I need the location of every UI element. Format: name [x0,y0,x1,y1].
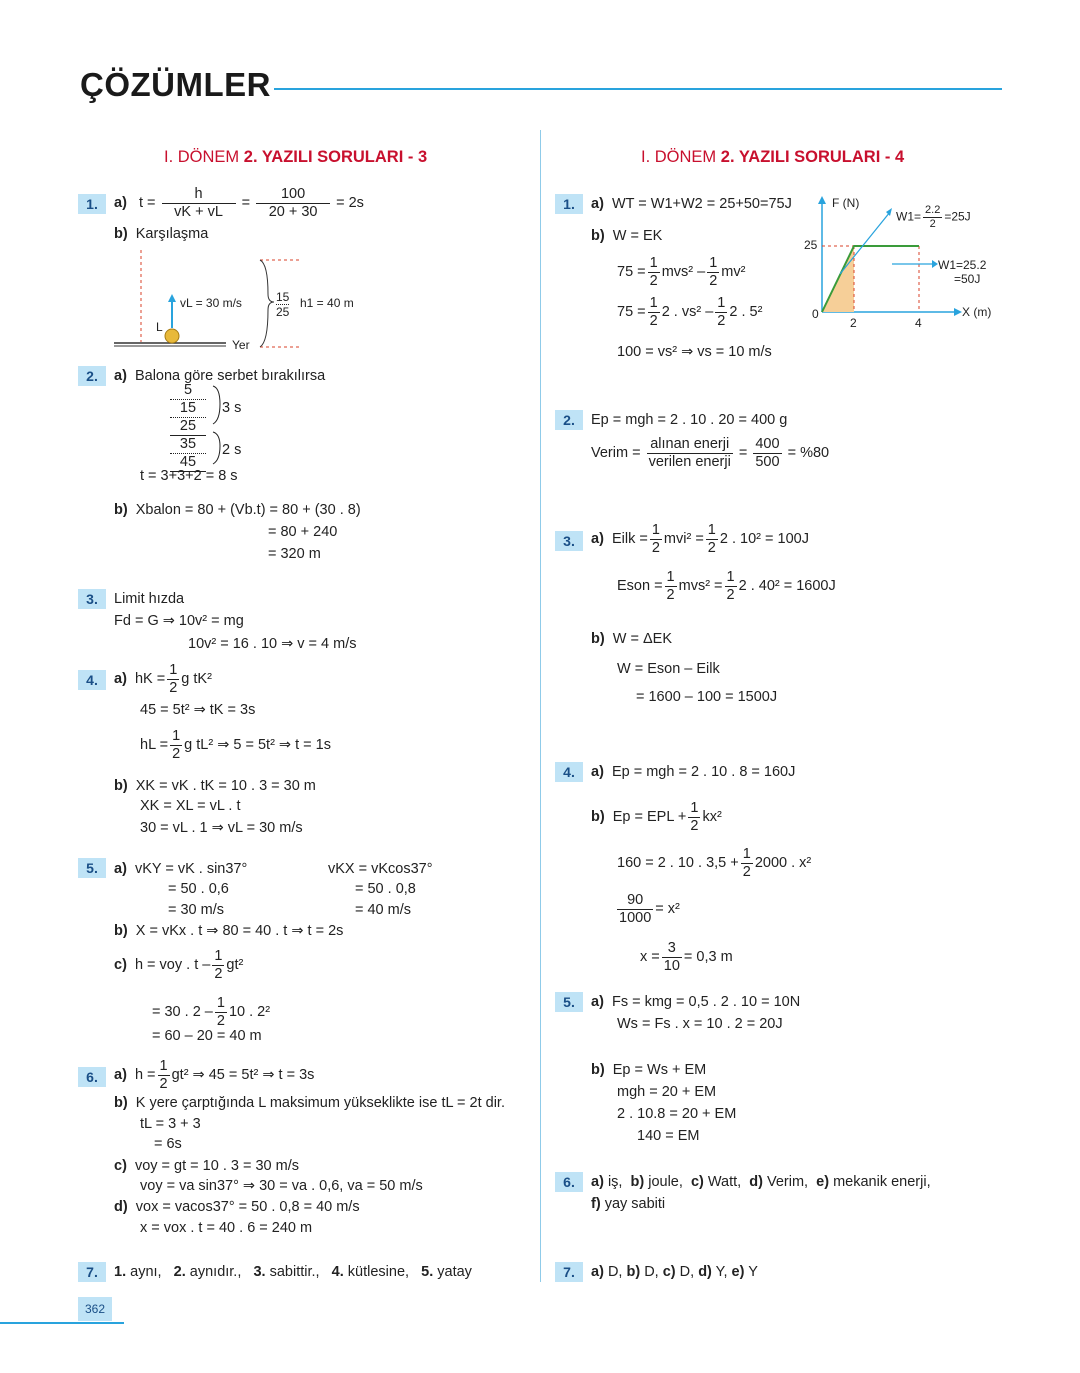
graph-w1-area1: W1= $\frac{2.2}{2}$ =25J [896,204,971,230]
r-q3-a1: a) Eilk = $\frac{1}{2}$ mvi² = $\frac{1}{2}$ 2 . 10² = 100J [591,522,809,556]
fig-h1-label: h1 = 40 m [300,296,354,310]
l-q5-c3: = 60 – 20 = 40 m [152,1028,262,1044]
question-number: 4. [555,762,583,782]
r-q1-b1: b) W = EK [591,228,663,244]
r-q6-last: f) yay sabiti [591,1196,666,1212]
fig-vl-label: vL = 30 m/s [180,296,242,310]
graph-tick-25: 25 [804,238,818,252]
brace-lines [212,384,222,468]
l-q4-b3: 30 = vL . 1 ⇒ vL = 30 m/s [140,820,303,836]
l-q5-c1: c) h = voy . t – $\frac{1}{2}$ gt² [114,948,244,982]
r-q4-b2: 160 = 2 . 10 . 3,5 + $\frac{1}{2}$ 2000 . x² [617,846,812,880]
l-q3-line1: Fd = G ⇒ 10v² = mg [114,613,244,629]
r-q1-b3: 75 = $\frac{1}{2}$ 2 . vs² – $\frac{1}{2}$ 2 . 5² [617,295,763,329]
question-number: 5. [78,858,106,878]
question-number: 7. [555,1262,583,1282]
l-q3-line2: 10v² = 16 . 10 ⇒ v = 4 m/s [188,636,357,652]
bracket-3s: 3 s [222,400,242,416]
l-q6-b1: b) K yere çarptığında L maksimum yükseklikte ise tL = 2t dir. [114,1095,505,1111]
l-q6-b3: = 6s [154,1136,182,1152]
l-q2-b3: = 320 m [268,546,321,562]
question-number: 1. [78,194,106,214]
l-q4-b2: XK = XL = vL . t [140,798,241,814]
l-q2-a: a) Balona göre serbet bırakılırsa [114,368,326,384]
r-q1-b2: 75 = $\frac{1}{2}$ mvs² – $\frac{1}{2}$ mv² [617,255,746,289]
question-number: 6. [78,1067,106,1087]
question-number: 3. [555,531,583,551]
question-number: 3. [78,589,106,609]
r-q7-items: a) D, b) D, c) D, d) Y, e) Y [591,1264,758,1280]
l-q6-d2: x = vox . t = 40 . 6 = 240 m [140,1220,313,1236]
l-q4-a3: hL = $\frac{1}{2}$ g tL² ⇒ 5 = 5t² ⇒ t = 1s [140,728,331,762]
page-number-rule [0,1322,124,1324]
page-title: ÇÖZÜMLER [80,66,271,103]
graph-tick-4: 4 [915,316,922,330]
r-q2-verim: Verim = $\frac{\text{alınan enerji}}{\text{verilen enerji}}$ = $\frac{400}{500}$ = %80 [591,436,830,470]
question-number: 5. [555,992,583,1012]
r-q5-b3: 2 . 10.8 = 20 + EM [617,1106,737,1122]
fig-L-label: L [156,320,163,334]
l-q4-a2: 45 = 5t² ⇒ tK = 3s [140,702,256,718]
question-number: 7. [78,1262,106,1282]
l-q5-a1: a) vKY = vK . sin37° [114,861,248,877]
r-q4-b1: b) Ep = EPL + $\frac{1}{2}$ kx² [591,800,722,834]
graph-tick-2: 2 [850,316,857,330]
l-q3-text: Limit hızda [114,591,185,607]
l-q6-c2: voy = va sin37° ⇒ 30 = va . 0,6, va = 50 m/s [140,1178,423,1194]
column-divider [540,130,541,1282]
bracket-2s: 2 s [222,442,242,458]
fall-distances: 5 15 25 35 45 [170,382,206,472]
l-q6-b2: tL = 3 + 3 [140,1116,201,1132]
fig-fraction: 15 25 [276,290,290,319]
r-q5-b2: mgh = 20 + EM [617,1084,717,1100]
l-q2-b: b) Xbalon = 80 + (Vb.t) = 80 + (30 . 8) [114,502,361,518]
graph-x-label: X (m) [962,305,992,319]
r-q4-b3: $\frac{90}{1000}$ = x² [619,892,680,926]
r-q4-b4: x = $\frac{3}{10}$ = 0,3 m [640,940,733,974]
r-q3-b2: W = Eson – Eilk [617,661,720,677]
l-q6-d1: d) vox = vacos37° = 50 . 0,8 = 40 m/s [114,1199,360,1215]
r-q2-line1: Ep = mgh = 2 . 10 . 20 = 400 g [591,412,788,428]
l-q5-b1: b) X = vKx . t ⇒ 80 = 40 . t ⇒ t = 2s [114,923,344,939]
l-q4-b1: b) XK = vK . tK = 10 . 3 = 30 m [114,778,316,794]
fig-ground-label: Yer [232,338,250,352]
r-q4-a1: a) Ep = mgh = 2 . 10 . 8 = 160J [591,764,796,780]
l-q4-a1: a) hK = $\frac{1}{2}$ g tK² [114,662,212,696]
l-q1-b: b) Karşılaşma [114,226,209,242]
question-number: 2. [78,366,106,386]
l-q5-a2: = 50 . 0,6 [168,881,229,897]
l-q5-a3: = 30 m/s [168,902,225,918]
r-q1-b4: 100 = vs² ⇒ vs = 10 m/s [617,344,772,360]
title-rule [274,88,1002,90]
r-q1-a1: a) WT = W1+W2 = 25+50=75J [591,196,792,212]
l-q2-total: t = 3+3+2 = 8 s [140,468,238,484]
graph-tick-0: 0 [812,307,819,321]
r-q6-items: a) iş, b) joule, c) Watt, d) Verim, e) mekanik enerji, [591,1174,931,1190]
l-q5-c2: = 30 . 2 – $\frac{1}{2}$ 10 . 2² [152,995,271,1029]
l-q5-a6: = 40 m/s [355,902,412,918]
r-q5-b4: 140 = EM [637,1128,700,1144]
question-number: 2. [555,410,583,430]
graph-y-label: F (N) [832,196,860,210]
l-q1-a: a) t = $\frac{h}{vK + vL}$ = $\frac{100}{20 + 30}$ = 2s [114,186,364,220]
l-q6-a1: a) h = $\frac{1}{2}$ gt² ⇒ 45 = 5t² ⇒ t = 3s [114,1058,315,1092]
r-q3-b1: b) W = ΔEK [591,631,672,647]
question-number: 1. [555,194,583,214]
left-section-heading: I. DÖNEM 2. YAZILI SORULARI - 3 [164,148,428,166]
l-q2-b2: = 80 + 240 [268,524,338,540]
right-section-heading: I. DÖNEM 2. YAZILI SORULARI - 4 [641,148,905,166]
r-q5-a1: a) Fs = kmg = 0,5 . 2 . 10 = 10N [591,994,801,1010]
l-q5-a4: vKX = vKcos37° [328,861,433,877]
question-number: 6. [555,1172,583,1192]
r-q3-b3: = 1600 – 100 = 1500J [636,689,778,705]
graph-w1-area2: W1=25.2 =50J [938,258,987,286]
r-q3-a2: Eson = $\frac{1}{2}$ mvs² = $\frac{1}{2}$ 2 . 40² = 1600J [617,569,836,603]
r-q5-b1: b) Ep = Ws + EM [591,1062,707,1078]
l-q6-c1: c) voy = gt = 10 . 3 = 30 m/s [114,1158,299,1174]
l-q5-a5: = 50 . 0,8 [355,881,416,897]
r-q5-a2: Ws = Fs . x = 10 . 2 = 20J [617,1016,783,1032]
l-q7-items: 1. aynı, 2. aynıdır., 3. sabittir., 4. kütlesine, 5. yatay [114,1264,472,1280]
question-number: 4. [78,670,106,690]
page-number: 362 [78,1297,112,1321]
